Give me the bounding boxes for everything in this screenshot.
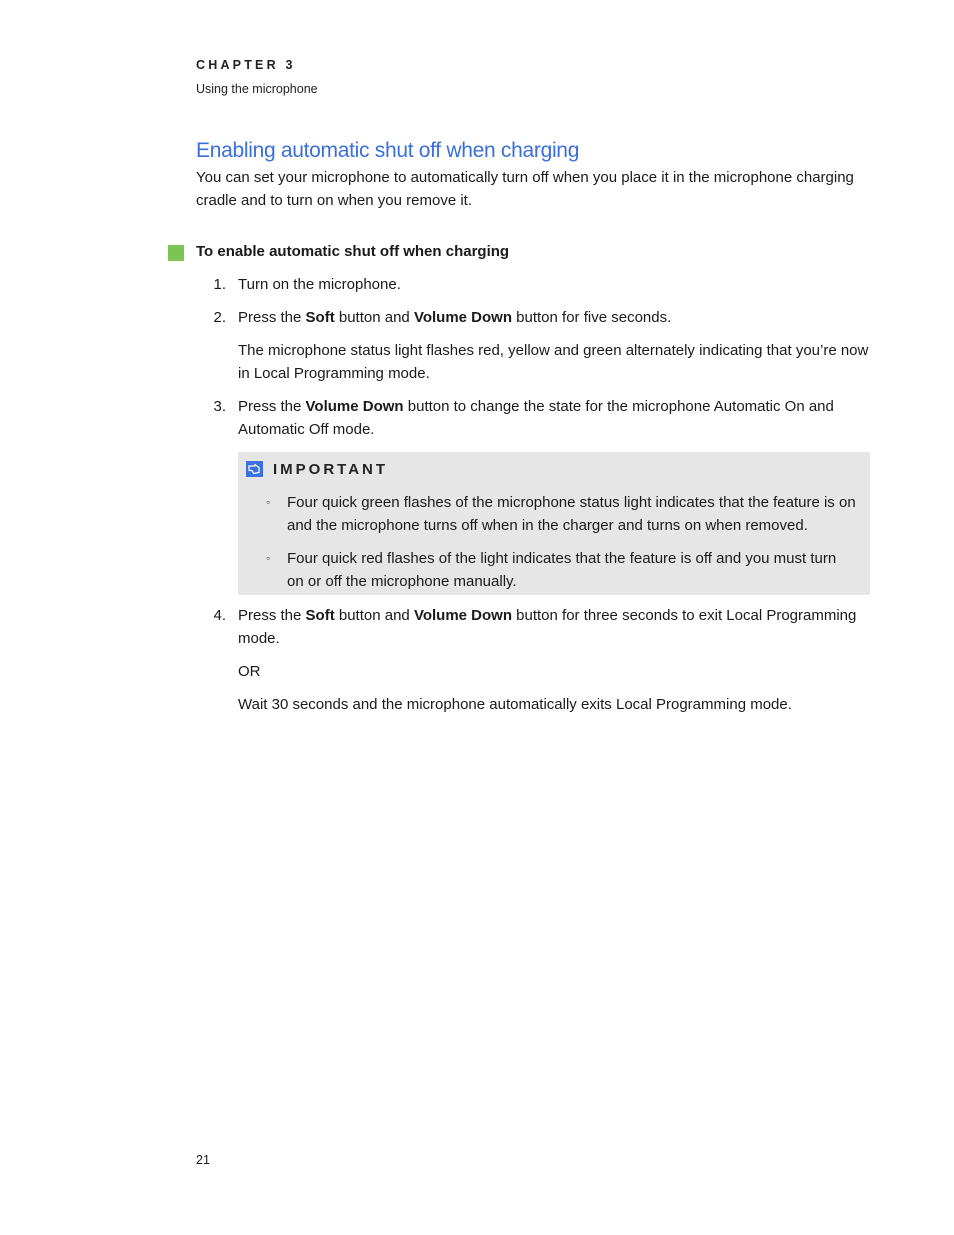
chapter-label: CHAPTER 3 — [196, 58, 296, 72]
step-text: Press the Soft button and Volume Down button for three seconds to exit Local Programming mode. — [238, 607, 857, 647]
step-text: Turn on the microphone. — [238, 276, 401, 293]
step-number: 4. — [213, 607, 226, 624]
volume-down-label: Volume Down — [305, 398, 404, 415]
bullet-icon: ◦ — [266, 551, 271, 565]
important-item: Four quick green flashes of the microphone status light indicates that the feature is on and the microphone turns off when in the charger and turns on when removed. — [287, 494, 856, 534]
step-number: 2. — [213, 309, 226, 326]
important-note — [238, 452, 870, 595]
important-item: Four quick red flashes of the light indicates that the feature is off and you must turn on or off the microphone manually. — [287, 550, 837, 590]
bullet-icon: ◦ — [266, 495, 271, 509]
page-number: 21 — [196, 1153, 210, 1167]
important-label: IMPORTANT — [273, 461, 389, 478]
step-number: 3. — [213, 398, 226, 415]
procedure-marker — [168, 245, 184, 261]
section-title: Enabling automatic shut off when charging — [196, 139, 580, 162]
step-2-result: The microphone status light flashes red, yellow and green alternately indicating that you’re now in Local Programming mode. — [238, 342, 869, 382]
procedure-title: To enable automatic shut off when charging — [196, 243, 510, 260]
pointing-hand-icon — [246, 461, 263, 477]
chapter-subtitle: Using the microphone — [196, 82, 318, 96]
section-intro: You can set your microphone to automatically turn off when you place it in the microphone charging cradle and to turn on when you remove it. — [196, 169, 854, 209]
step-number: 1. — [213, 276, 226, 293]
step-text: Press the Soft button and Volume Down button for five seconds. — [238, 309, 672, 326]
soft-button-label: Soft — [305, 607, 335, 624]
soft-button-label: Soft — [305, 309, 335, 326]
step-4-or: OR — [238, 663, 261, 680]
step-4-alternative: Wait 30 seconds and the microphone automatically exits Local Programming mode. — [238, 696, 792, 713]
volume-down-label: Volume Down — [413, 309, 512, 326]
step-text: Press the Volume Down button to change the state for the microphone Automatic On and Automatic Off mode. — [238, 398, 834, 438]
volume-down-label: Volume Down — [413, 607, 512, 624]
